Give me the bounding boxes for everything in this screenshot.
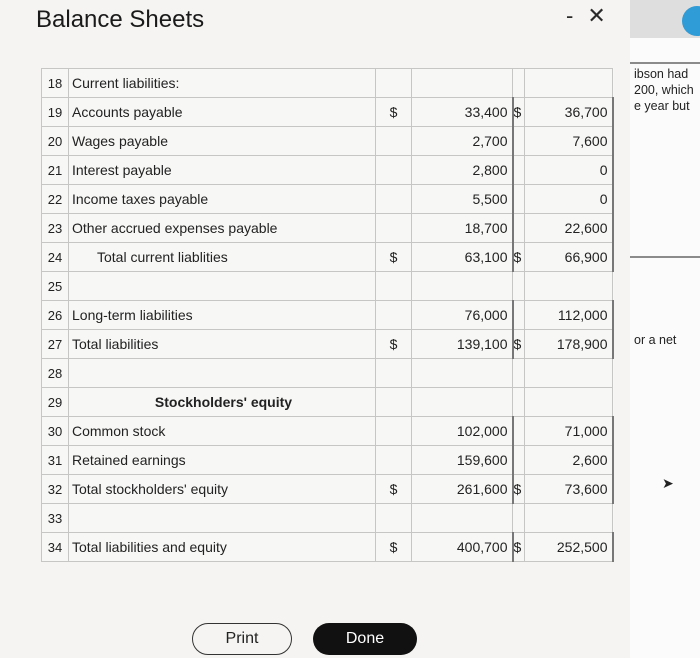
value-col-2: 36,700 [525, 98, 613, 127]
table-row [42, 417, 613, 446]
dollar-col-1 [376, 359, 412, 388]
row-number: 20 [42, 127, 69, 156]
row-label: Total stockholders' equity [69, 475, 376, 504]
row-label: Total liabilities and equity [69, 533, 376, 562]
row-label: Total liabilities [69, 330, 376, 359]
row-number: 24 [42, 243, 69, 272]
value-col-2: 2,600 [525, 446, 613, 475]
table-row [42, 127, 613, 156]
row-number: 23 [42, 214, 69, 243]
dollar-col-2: $ [513, 330, 525, 359]
value-col-2 [525, 359, 613, 388]
dollar-col-1 [376, 301, 412, 330]
value-col-1 [412, 504, 513, 533]
row-number: 29 [42, 388, 69, 417]
dollar-col-1 [376, 69, 412, 98]
table-row [42, 243, 613, 272]
row-label: Interest payable [69, 156, 376, 185]
value-col-1 [412, 272, 513, 301]
dollar-col-1: $ [376, 330, 412, 359]
table-row [42, 446, 613, 475]
table-row [42, 533, 613, 562]
dollar-col-2: $ [513, 533, 525, 562]
dollar-col-1 [376, 156, 412, 185]
dollar-col-1: $ [376, 475, 412, 504]
value-col-2: 0 [525, 185, 613, 214]
value-col-1: 2,800 [412, 156, 513, 185]
background-text: or a net [634, 333, 677, 347]
row-label: Wages payable [69, 127, 376, 156]
row-label: Accounts payable [69, 98, 376, 127]
dollar-col-2 [513, 504, 525, 533]
cursor-icon: ➤ [662, 475, 674, 491]
dollar-col-1 [376, 504, 412, 533]
dollar-col-2: $ [513, 243, 525, 272]
divider [630, 256, 700, 258]
value-col-1: 76,000 [412, 301, 513, 330]
table-row [42, 272, 613, 301]
dollar-col-1 [376, 127, 412, 156]
table-row [42, 359, 613, 388]
value-col-1: 5,500 [412, 185, 513, 214]
value-col-1: 18,700 [412, 214, 513, 243]
dollar-col-1: $ [376, 243, 412, 272]
dollar-col-1: $ [376, 533, 412, 562]
value-col-2: 66,900 [525, 243, 613, 272]
row-label [69, 359, 376, 388]
background-text: e year but [634, 99, 690, 113]
row-number: 18 [42, 69, 69, 98]
background-text: ibson had [634, 67, 689, 81]
value-col-2 [525, 388, 613, 417]
table-row [42, 214, 613, 243]
dollar-col-1 [376, 185, 412, 214]
background-text: 200, which [634, 83, 694, 97]
row-label: Total current liablities [69, 243, 376, 272]
row-number: 25 [42, 272, 69, 301]
value-col-2: 0 [525, 156, 613, 185]
value-col-2: 71,000 [525, 417, 613, 446]
table-row [42, 504, 613, 533]
row-number: 19 [42, 98, 69, 127]
print-button[interactable]: Print [192, 623, 292, 655]
row-number: 22 [42, 185, 69, 214]
row-number: 33 [42, 504, 69, 533]
row-label: Long-term liabilities [69, 301, 376, 330]
dollar-col-2 [513, 359, 525, 388]
value-col-2: 178,900 [525, 330, 613, 359]
value-col-1 [412, 388, 513, 417]
table-row [42, 388, 613, 417]
dollar-col-2 [513, 301, 525, 330]
value-col-2: 73,600 [525, 475, 613, 504]
row-label: Stockholders' equity [69, 388, 376, 417]
dollar-col-2 [513, 156, 525, 185]
close-icon[interactable]: ✕ [587, 3, 606, 28]
value-col-1: 33,400 [412, 98, 513, 127]
row-label: Common stock [69, 417, 376, 446]
value-col-2: 22,600 [525, 214, 613, 243]
value-col-1: 63,100 [412, 243, 513, 272]
table-row [42, 156, 613, 185]
done-button[interactable]: Done [313, 623, 417, 655]
row-label: Income taxes payable [69, 185, 376, 214]
background-panel [630, 0, 700, 658]
dollar-col-1: $ [376, 98, 412, 127]
row-label: Other accrued expenses payable [69, 214, 376, 243]
minimize-icon[interactable]: - [566, 3, 574, 28]
dollar-col-2 [513, 69, 525, 98]
row-number: 26 [42, 301, 69, 330]
value-col-1: 400,700 [412, 533, 513, 562]
value-col-1 [412, 359, 513, 388]
table-row [42, 98, 613, 127]
table-row [42, 69, 613, 98]
row-label: Retained earnings [69, 446, 376, 475]
row-number: 28 [42, 359, 69, 388]
dollar-col-2: $ [513, 98, 525, 127]
dollar-col-2 [513, 272, 525, 301]
row-label: Current liabilities: [69, 69, 376, 98]
row-number: 27 [42, 330, 69, 359]
balance-sheet-table [41, 68, 614, 562]
table-row [42, 301, 613, 330]
dollar-col-1 [376, 388, 412, 417]
table-row [42, 185, 613, 214]
dollar-col-2 [513, 417, 525, 446]
value-col-1 [412, 69, 513, 98]
window-controls [566, 0, 606, 32]
value-col-1: 159,600 [412, 446, 513, 475]
value-col-2: 112,000 [525, 301, 613, 330]
dialog-title: Balance Sheets [36, 6, 205, 33]
value-col-2: 7,600 [525, 127, 613, 156]
row-number: 32 [42, 475, 69, 504]
dollar-col-2 [513, 185, 525, 214]
value-col-1: 2,700 [412, 127, 513, 156]
dollar-col-2 [513, 446, 525, 475]
dollar-col-1 [376, 417, 412, 446]
value-col-1: 102,000 [412, 417, 513, 446]
value-col-2: 252,500 [525, 533, 613, 562]
value-col-1: 261,600 [412, 475, 513, 504]
row-number: 31 [42, 446, 69, 475]
table-row [42, 330, 613, 359]
dollar-col-2 [513, 127, 525, 156]
row-label [69, 504, 376, 533]
dollar-col-2: $ [513, 475, 525, 504]
dollar-col-2 [513, 214, 525, 243]
dollar-col-1 [376, 214, 412, 243]
dollar-col-1 [376, 446, 412, 475]
value-col-2 [525, 272, 613, 301]
row-number: 34 [42, 533, 69, 562]
table-row [42, 475, 613, 504]
value-col-2 [525, 504, 613, 533]
row-number: 30 [42, 417, 69, 446]
divider [630, 62, 700, 64]
dollar-col-2 [513, 388, 525, 417]
value-col-1: 139,100 [412, 330, 513, 359]
value-col-2 [525, 69, 613, 98]
row-label [69, 272, 376, 301]
dollar-col-1 [376, 272, 412, 301]
row-number: 21 [42, 156, 69, 185]
